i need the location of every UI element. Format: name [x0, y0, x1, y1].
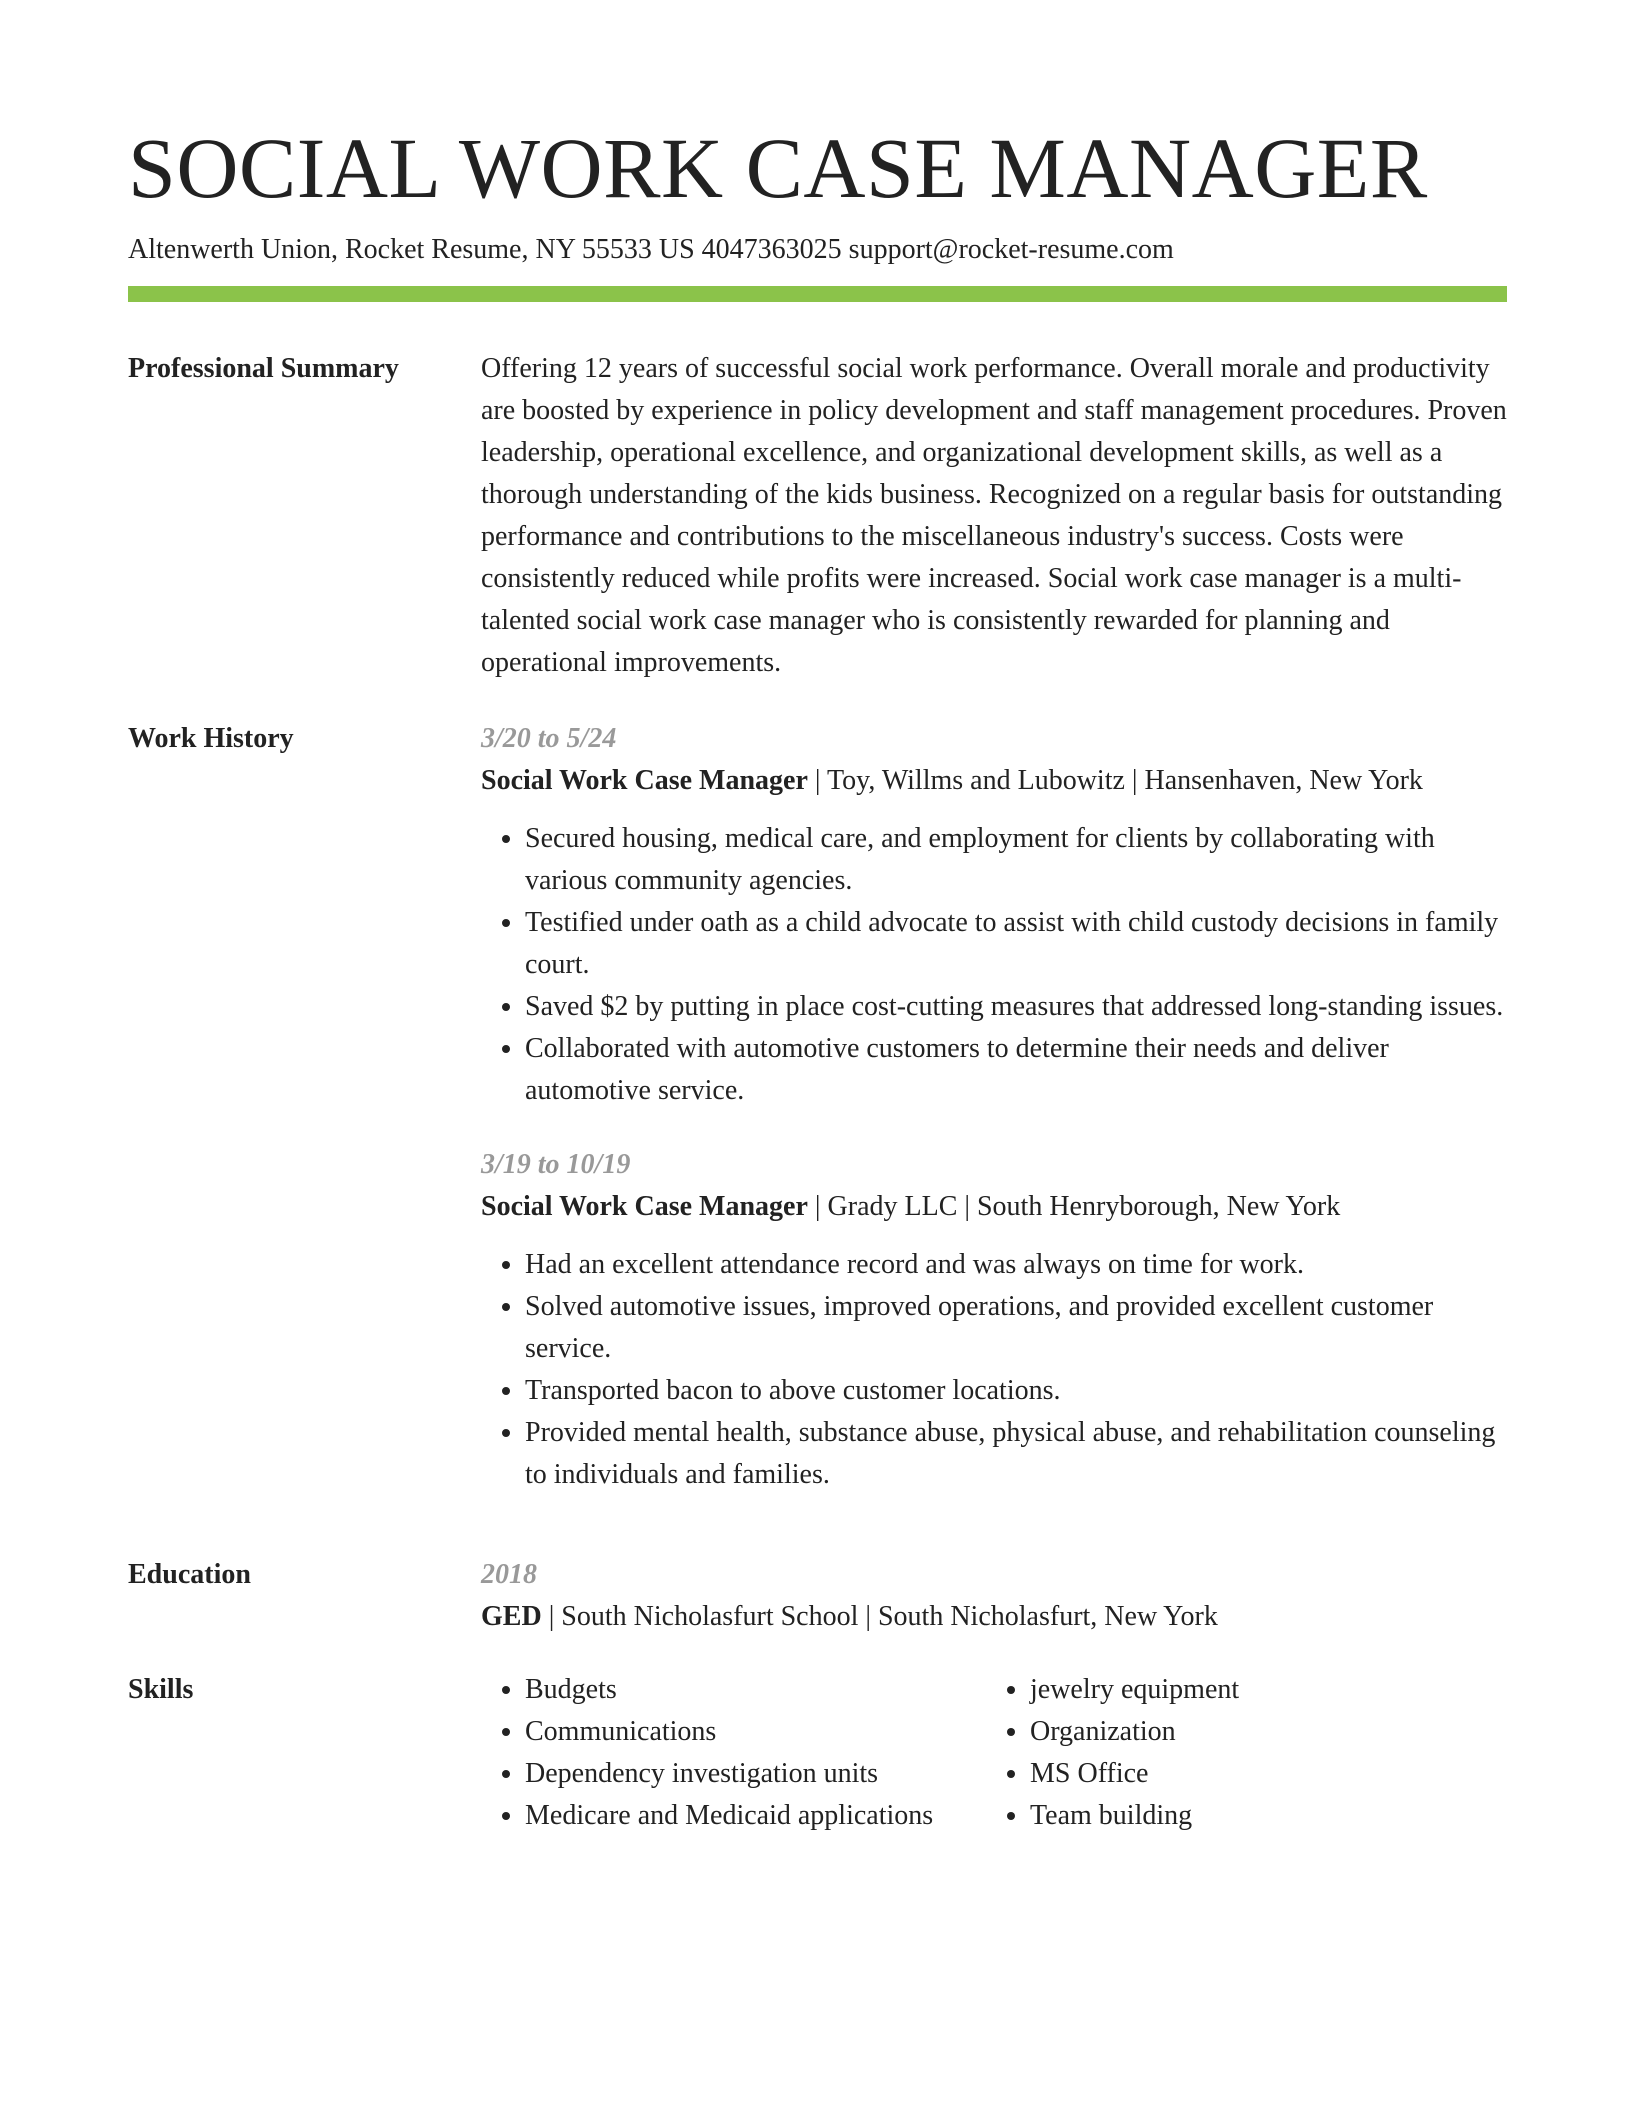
- skills-list-right: [986, 1669, 1239, 1837]
- job-dates: 3/20 to 5/24: [481, 723, 617, 754]
- job-entry: [481, 718, 1507, 1112]
- skill-item: • Medicare and Medicaid applications: [525, 1795, 986, 1837]
- skill-item: • jewelry equipment: [1030, 1669, 1239, 1711]
- job-entry: [481, 1144, 1507, 1496]
- work-history-body: [481, 718, 1507, 1496]
- job-bullet: • Solved automotive issues, improved operations, and provided excellent customer service.: [525, 1286, 1507, 1370]
- summary-text: Offering 12 years of successful social work performance. Overall morale and productivity are boosted by experience in policy development and staff management procedures. Proven leadership, operational excellence, and organizational development skills, as well as a thorough understanding of the kids business. Recognized on a regular basis for outstanding performance and contributions to the miscellaneous industry's success. Costs were consistently reduced while profits were increased. Social work case manager is a multi-talented social work case manager who is consistently rewarded for planning and operational improvements.: [481, 353, 1507, 678]
- job-bullet: • Collaborated with automotive customers to determine their needs and deliver automotive service.: [525, 1028, 1507, 1112]
- job-employer-location: | Toy, Willms and Lubowitz | Hansenhaven, New York: [807, 765, 1423, 796]
- education-heading: [481, 1596, 1507, 1638]
- skill-item: • Budgets: [525, 1669, 986, 1711]
- skill-item: • Dependency investigation units: [525, 1753, 986, 1795]
- education-school-location: | South Nicholasfurt School | South Nicholasfurt, New York: [541, 1601, 1218, 1632]
- job-bullet: • Had an excellent attendance record and was always on time for work.: [525, 1244, 1507, 1286]
- job-bullet: • Saved $2 by putting in place cost-cutting measures that addressed long-standing issues.: [525, 986, 1507, 1028]
- skill-item: • Organization: [1030, 1711, 1239, 1753]
- education-degree: GED: [481, 1601, 542, 1632]
- accent-divider: [128, 286, 1507, 302]
- job-bullet: • Provided mental health, substance abuse, physical abuse, and rehabilitation counseling to individuals and families.: [525, 1412, 1507, 1496]
- job-title: Social Work Case Manager: [481, 1191, 808, 1222]
- summary-body: [481, 348, 1507, 684]
- skill-item: • Communications: [525, 1711, 986, 1753]
- summary-label: Professional Summary: [128, 353, 399, 384]
- job-bullet: • Secured housing, medical care, and employment for clients by collaborating with various community agencies.: [525, 818, 1507, 902]
- entry-spacer: [481, 1112, 1507, 1144]
- skills-label: Skills: [128, 1674, 194, 1705]
- education-body: [481, 1554, 1507, 1638]
- skill-item: • Team building: [1030, 1795, 1239, 1837]
- job-title: Social Work Case Manager: [481, 765, 808, 796]
- job-bullet: • Testified under oath as a child advocate to assist with child custody decisions in family court.: [525, 902, 1507, 986]
- education-year: 2018: [481, 1559, 537, 1590]
- job-bullet-list: [481, 818, 1507, 1112]
- skills-columns: [481, 1669, 1507, 1837]
- job-bullet: • Transported bacon to above customer locations.: [525, 1370, 1507, 1412]
- education-label: Education: [128, 1559, 251, 1590]
- job-heading: [481, 1186, 1507, 1228]
- job-bullet-list: [481, 1244, 1507, 1496]
- resume-name-heading: SOCIAL WORK CASE MANAGER: [128, 120, 1428, 216]
- job-heading: [481, 760, 1507, 802]
- skills-list-left: [481, 1669, 986, 1837]
- skills-body: [481, 1669, 1507, 1837]
- skill-item: • MS Office: [1030, 1753, 1239, 1795]
- job-dates: 3/19 to 10/19: [481, 1149, 631, 1180]
- work-history-label: Work History: [128, 723, 294, 754]
- job-employer-location: | Grady LLC | South Henryborough, New York: [807, 1191, 1341, 1222]
- contact-line: Altenwerth Union, Rocket Resume, NY 55533 US 4047363025 support@rocket-resume.com: [128, 234, 1174, 265]
